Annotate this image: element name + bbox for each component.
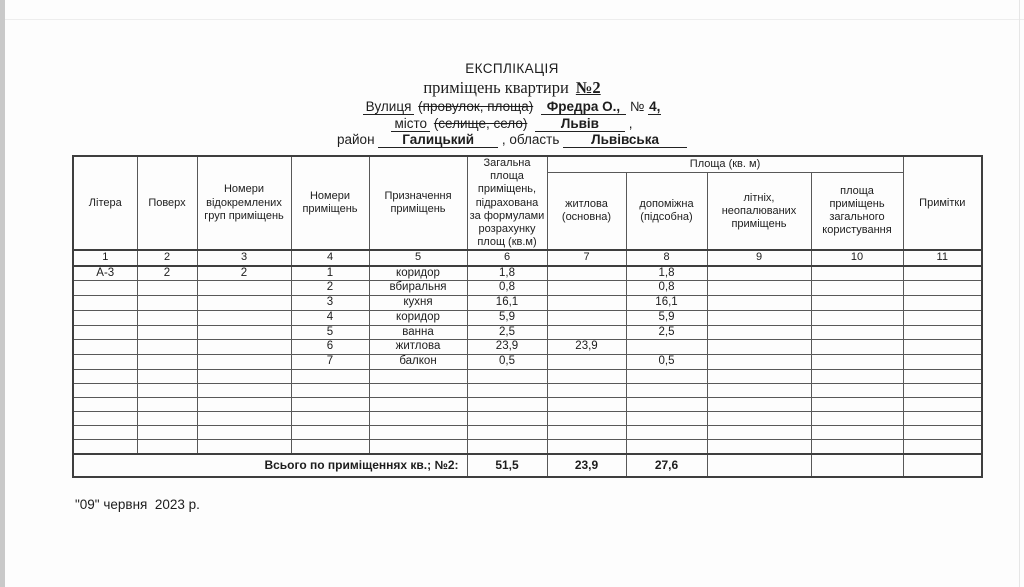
totals-label: Всього по приміщеннях кв.; №2:: [73, 454, 467, 477]
col-num: 4: [291, 250, 369, 265]
cell: [547, 281, 626, 296]
cell: [547, 310, 626, 325]
cell: 5,9: [626, 310, 707, 325]
table-row: [73, 281, 982, 296]
cell: [707, 296, 811, 311]
cell: ванна: [369, 325, 467, 340]
cell: [197, 325, 291, 340]
col-header-auxiliary: допоміжна (підсобна): [626, 173, 707, 251]
col-header-room-numbers: Номери приміщень: [291, 156, 369, 250]
col-header-group-numbers: Номери відокремлених груп приміщень: [197, 156, 291, 250]
cell: 2: [291, 281, 369, 296]
cell: [903, 281, 982, 296]
col-num: 11: [903, 250, 982, 265]
house-number: 4,: [649, 99, 661, 114]
explication-table: [72, 155, 983, 478]
cell: [707, 266, 811, 281]
cell: [903, 325, 982, 340]
table-row: [73, 340, 982, 355]
cell: 23,9: [547, 340, 626, 355]
cell: [903, 355, 982, 370]
column-number-row: [73, 250, 982, 265]
document-date: "09" червня 2023 р.: [75, 497, 200, 512]
col-num: 10: [811, 250, 903, 265]
col-num: 7: [547, 250, 626, 265]
header-group-row: [73, 156, 982, 173]
cell: [811, 281, 903, 296]
cell: [197, 310, 291, 325]
totals-auxiliary-area: 27,6: [626, 454, 707, 477]
totals-row: [73, 454, 982, 477]
col-header-common: площа приміщень загального користування: [811, 173, 903, 251]
city-name: Львів: [535, 117, 625, 132]
cell: 2: [197, 266, 291, 281]
cell: балкон: [369, 355, 467, 370]
cell: [811, 355, 903, 370]
cell: кухня: [369, 296, 467, 311]
col-header-summer: літніх, неопалюваних приміщень: [707, 173, 811, 251]
empty-row: [73, 370, 982, 384]
cell: [137, 296, 197, 311]
cell: 6: [291, 340, 369, 355]
cell: [811, 310, 903, 325]
table-row: [73, 325, 982, 340]
street-struck-options: (провулок, площа): [418, 99, 534, 114]
cell: 0,5: [467, 355, 547, 370]
col-num: 5: [369, 250, 467, 265]
table-row: [73, 355, 982, 370]
district-name: Галицький: [378, 133, 498, 148]
document-title: ЕКСПЛІКАЦІЯ: [465, 61, 559, 76]
cell: [707, 325, 811, 340]
region-name: Львівська: [563, 133, 687, 148]
cell: [811, 296, 903, 311]
address-block: [0, 99, 1024, 149]
address-city-line: [0, 116, 1024, 133]
cell: 0,8: [626, 281, 707, 296]
cell: житлова: [369, 340, 467, 355]
cell: [137, 325, 197, 340]
cell: [707, 355, 811, 370]
cell: [707, 310, 811, 325]
cell: 2,5: [467, 325, 547, 340]
cell: 16,1: [467, 296, 547, 311]
totals-total-area: 51,5: [467, 454, 547, 477]
cell: [73, 281, 137, 296]
col-num: 9: [707, 250, 811, 265]
cell: [811, 266, 903, 281]
region-label: , область: [501, 132, 560, 147]
cell: [73, 325, 137, 340]
cell: 16,1: [626, 296, 707, 311]
col-header-notes: Примітки: [903, 156, 982, 250]
cell: [903, 310, 982, 325]
cell: 0,5: [626, 355, 707, 370]
address-street-line: [0, 99, 1024, 116]
cell: [547, 296, 626, 311]
cell: [547, 355, 626, 370]
col-header-total-area: Загальна площа приміщень, підрахована за формулами розрахунку площ (кв.м): [467, 156, 547, 250]
empty-row: [73, 440, 982, 455]
cell: 3: [291, 296, 369, 311]
address-district-line: [0, 132, 1024, 149]
col-header-poverkh: Поверх: [137, 156, 197, 250]
cell: вбиральня: [369, 281, 467, 296]
cell: 5: [291, 325, 369, 340]
document-subtitle: [0, 78, 1024, 98]
cell: [137, 340, 197, 355]
table-row: [73, 310, 982, 325]
empty-row: [73, 398, 982, 412]
col-num: 1: [73, 250, 137, 265]
city-suffix: ,: [628, 115, 633, 131]
scan-edge-top: [5, 19, 1024, 20]
cell: 1,8: [467, 266, 547, 281]
cell: [547, 325, 626, 340]
street-name: Фредра О.,: [541, 100, 626, 115]
city-label: місто: [391, 116, 430, 132]
cell: [197, 296, 291, 311]
cell: [903, 266, 982, 281]
cell: 4: [291, 310, 369, 325]
col-header-area-group: Площа (кв. м): [547, 156, 903, 173]
cell: 7: [291, 355, 369, 370]
cell: [903, 296, 982, 311]
table-row: [73, 266, 982, 281]
table-row: [73, 296, 982, 311]
cell: коридор: [369, 266, 467, 281]
col-num: 2: [137, 250, 197, 265]
city-struck-options: (селище, село): [433, 115, 528, 131]
cell: [137, 310, 197, 325]
cell: [73, 355, 137, 370]
cell: [73, 296, 137, 311]
cell: 0,8: [467, 281, 547, 296]
col-header-living: житлова (основна): [547, 173, 626, 251]
cell: [73, 310, 137, 325]
cell: 1,8: [626, 266, 707, 281]
cell: [626, 340, 707, 355]
cell: 5,9: [467, 310, 547, 325]
cell: 2,5: [626, 325, 707, 340]
house-number-label: №: [629, 99, 645, 114]
cell: 1: [291, 266, 369, 281]
col-num: 8: [626, 250, 707, 265]
cell: [137, 355, 197, 370]
cell: [811, 340, 903, 355]
empty-row: [73, 384, 982, 398]
cell: [811, 325, 903, 340]
cell: [547, 266, 626, 281]
cell: [73, 340, 137, 355]
district-label: район: [337, 132, 375, 147]
col-num: 6: [467, 250, 547, 265]
cell: А-3: [73, 266, 137, 281]
empty-row: [73, 426, 982, 440]
cell: [903, 340, 982, 355]
cell: [197, 355, 291, 370]
totals-living-area: 23,9: [547, 454, 626, 477]
col-header-purpose: Призначення приміщень: [369, 156, 467, 250]
cell: коридор: [369, 310, 467, 325]
apartment-number: №2: [575, 78, 601, 97]
subtitle-text: приміщень квартири: [423, 78, 569, 97]
cell: [137, 281, 197, 296]
cell: 2: [137, 266, 197, 281]
col-num: 3: [197, 250, 291, 265]
cell: [707, 340, 811, 355]
street-label: Вулиця: [363, 99, 415, 115]
col-header-litera: Літера: [73, 156, 137, 250]
empty-row: [73, 412, 982, 426]
document-title-block: [0, 61, 1024, 98]
cell: [707, 281, 811, 296]
cell: [197, 281, 291, 296]
cell: 23,9: [467, 340, 547, 355]
cell: [197, 340, 291, 355]
